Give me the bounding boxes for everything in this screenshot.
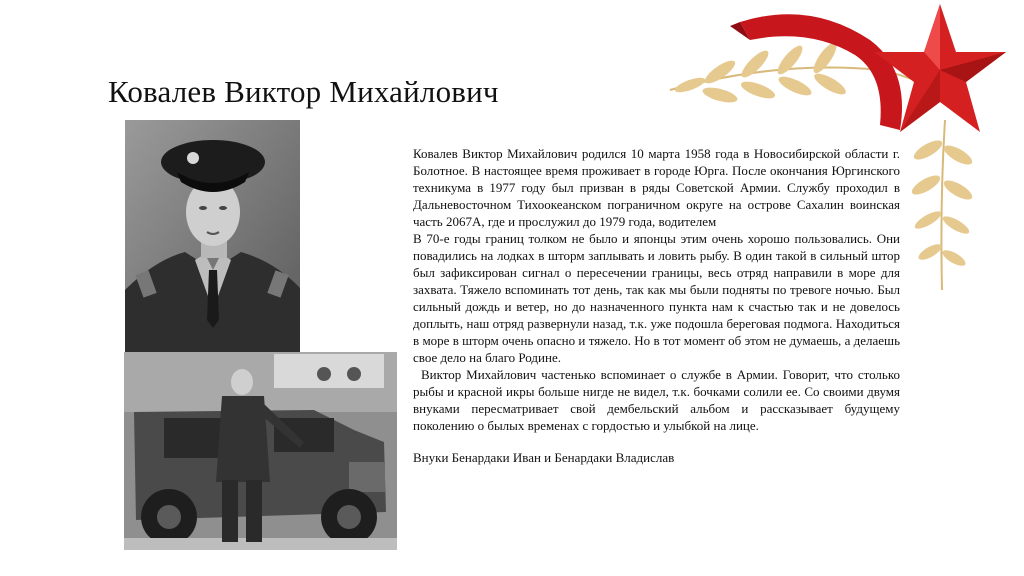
soldier-with-car-photo — [124, 352, 397, 550]
paragraph-memories: Виктор Михайлович частенько вспоминает о службе в Армии. Говорит, что столько рыбы и красной икры больше нигде не видел, т.к. бочками солили ее. Со своими двумя внуками пересматривает свой дембельский альбом и рассказывает будущему поколению о былых временах с гордостью и улыбкой на лице. — [413, 367, 900, 433]
page-title: Ковалев Виктор Михайлович — [108, 74, 499, 109]
signature: Внуки Бенардаки Иван и Бенардаки Владислав — [413, 450, 675, 465]
paragraph-birth-service: Ковалев Виктор Михайлович родился 10 марта 1958 года в Новосибирской области г. Болотное. В настоящее время проживает в городе Юрга. После окончания Юргинского техникума в 1977 году был призван в ряды Советской Армии. Службу проходил в Дальневосточном Тихоокеанском пограничном округе на острове Сахалин воинская часть 2067А, где и прослужил до 1979 года, водителем — [413, 146, 900, 229]
paragraph-border-story: В 70-е годы границ толком не было и японцы этим очень хорошо пользовались. Они повадились на лодках в шторм заплывать и ловить рыбу. В один такой в сильный штор был зафиксирован сигнал о пересечении границы, весь отряд направили в море для захвата. Тяжело вспоминать тот день, так как мы были подняты по тревоге ночью. Был сильный дождь и ветер, но до назначенного пункта нам к счастью так и не довелось доплыть, наш отряд развернули назад, т.к. уже подошла береговая подмога. Находиться в море в шторм очень опасно и тяжело. Но в тот момент об этом не думаешь, а делаешь свое дело на благо Родине. — [413, 231, 900, 365]
portrait-photo — [125, 120, 300, 356]
victory-star-decoration — [660, 0, 1024, 300]
